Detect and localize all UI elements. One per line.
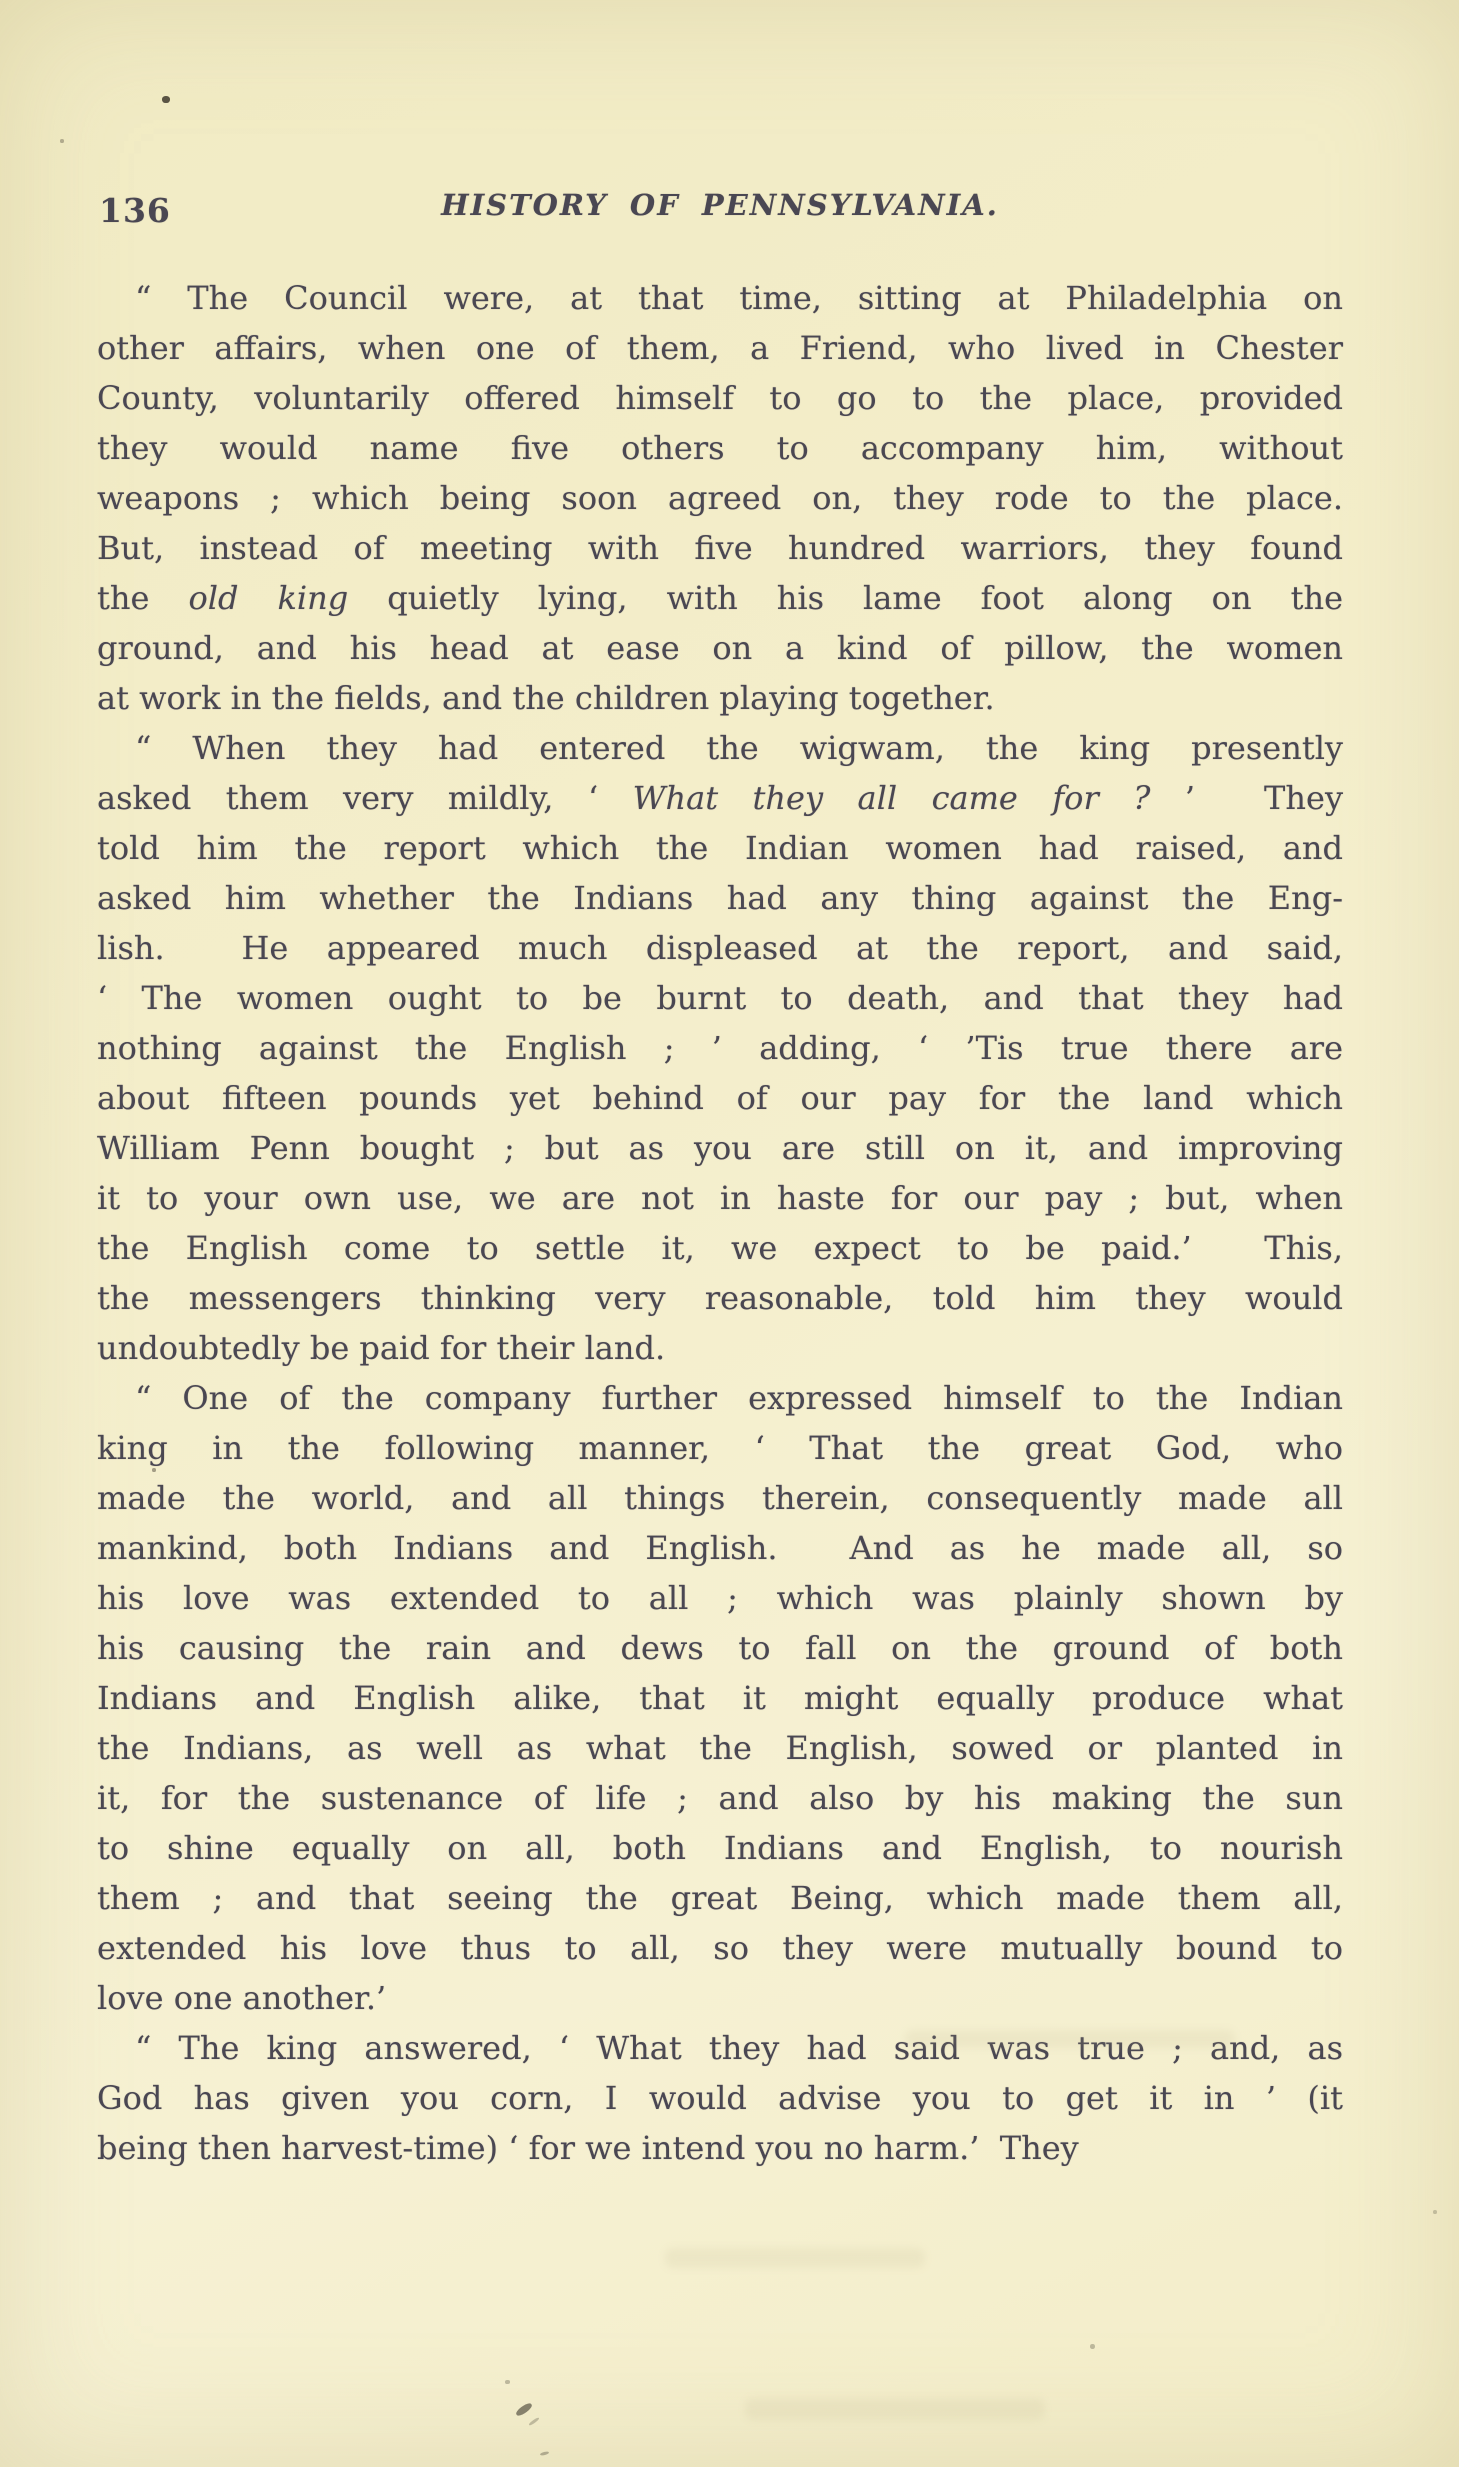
text-segment: undoubtedly be paid for their land. <box>97 1329 666 1367</box>
text-line <box>97 1973 1343 2023</box>
text-segment: lish. He appeared much displeased at the report, and said, <box>97 929 1343 967</box>
text-segment: made the world, and all things therein, consequently made all <box>97 1479 1343 1517</box>
text-segment: the <box>97 579 189 617</box>
text-segment: quietly lying, with his lame foot along on the <box>348 579 1344 617</box>
text-line <box>97 1123 1343 1173</box>
running-header <box>97 188 1343 232</box>
text-segment: But, instead of meeting with five hundred warriors, they found <box>97 529 1343 567</box>
text-segment: Indians and English alike, that it might equally produce what <box>97 1679 1343 1717</box>
text-line <box>97 1373 1343 1423</box>
text-segment: to shine equally on all, both Indians and English, to nourish <box>97 1829 1343 1867</box>
text-segment: asked him whether the Indians had any thing against the Eng- <box>97 879 1343 917</box>
text-line <box>97 1723 1343 1773</box>
text-segment: they would name five others to accompany him, without <box>97 429 1343 467</box>
bleed-through-text <box>745 2398 1045 2420</box>
text-segment: king in the following manner, ‘ That the great God, who <box>97 1429 1343 1467</box>
text-segment: “ One of the company further expressed himself to the Indian <box>135 1379 1343 1417</box>
text-line <box>97 923 1343 973</box>
text-line <box>97 423 1343 473</box>
running-head-title: HISTORY OF PENNSYLVANIA. <box>441 188 999 222</box>
text-line <box>97 1823 1343 1873</box>
text-segment: ground, and his head at ease on a kind of pillow, the women <box>97 629 1343 667</box>
text-segment: the English come to settle it, we expect to be paid.’ This, <box>97 1229 1343 1267</box>
text-segment: County, voluntarily offered himself to go to the place, provided <box>97 379 1343 417</box>
text-line <box>97 2073 1343 2123</box>
text-segment: mankind, both Indians and English. And as he made all, so <box>97 1529 1343 1567</box>
text-segment: the Indians, as well as what the English, sowed or planted in <box>97 1729 1343 1767</box>
text-line <box>97 2123 1343 2173</box>
text-line <box>97 1623 1343 1673</box>
text-segment: weapons ; which being soon agreed on, they rode to the place. <box>97 479 1343 517</box>
text-segment: extended his love thus to all, so they were mutually bound to <box>97 1929 1343 1967</box>
page-number: 136 <box>99 191 171 230</box>
text-line <box>97 1173 1343 1223</box>
text-segment: ’ They <box>1150 779 1344 817</box>
text-segment: “ The king answered, ‘ What they had said was true ; and, as <box>135 2029 1343 2067</box>
bleed-through-text <box>905 2030 1235 2048</box>
ink-speck <box>1090 2344 1095 2349</box>
text-line <box>97 273 1343 323</box>
text-line <box>97 673 1343 723</box>
text-line <box>97 373 1343 423</box>
ink-speck <box>60 139 64 143</box>
text-segment: William Penn bought ; but as you are still on it, and improving <box>97 1129 1343 1167</box>
text-line <box>97 1773 1343 1823</box>
ink-smudge-tail <box>528 2417 540 2426</box>
text-segment: told him the report which the Indian women had raised, and <box>97 829 1343 867</box>
text-line <box>97 823 1343 873</box>
text-line <box>97 1023 1343 1073</box>
text-segment: his causing the rain and dews to fall on the ground of both <box>97 1629 1343 1667</box>
text-segment: them ; and that seeing the great Being, which made them all, <box>97 1879 1343 1917</box>
text-line <box>97 323 1343 373</box>
text-line <box>97 1473 1343 1523</box>
text-segment: at work in the fields, and the children playing together. <box>97 679 995 717</box>
italic-text-segment: What they all came for ? <box>632 779 1151 817</box>
text-line <box>97 1673 1343 1723</box>
text-segment: asked them very mildly, ‘ <box>97 779 633 817</box>
text-line <box>97 1873 1343 1923</box>
text-segment: “ When they had entered the wigwam, the king presently <box>135 729 1343 767</box>
page-body-text <box>97 273 1343 2173</box>
ink-smudge <box>515 2401 534 2417</box>
text-segment: being then harvest-time) ‘ for we intend you no harm.’ They <box>97 2129 1079 2167</box>
text-line <box>97 623 1343 673</box>
text-line <box>97 473 1343 523</box>
text-segment: about fifteen pounds yet behind of our pay for the land which <box>97 1079 1343 1117</box>
text-segment: other affairs, when one of them, a Friend, who lived in Chester <box>97 329 1343 367</box>
text-line <box>97 1573 1343 1623</box>
ink-speck <box>505 2380 510 2384</box>
italic-text-segment: old king <box>188 579 349 617</box>
text-line <box>97 873 1343 923</box>
text-segment: “ The Council were, at that time, sitting at Philadelphia on <box>135 279 1343 317</box>
text-segment: ‘ The women ought to be burnt to death, and that they had <box>97 979 1343 1017</box>
ink-speck <box>152 1468 156 1472</box>
text-line <box>97 1223 1343 1273</box>
text-line <box>97 773 1343 823</box>
text-line <box>97 1273 1343 1323</box>
text-segment: God has given you corn, I would advise you to get it in ’ (it <box>97 2079 1343 2117</box>
text-segment: love one another.’ <box>97 1979 387 2017</box>
text-segment: the messengers thinking very reasonable, told him they would <box>97 1279 1343 1317</box>
text-line <box>97 1923 1343 1973</box>
text-line <box>97 1423 1343 1473</box>
text-segment: it to your own use, we are not in haste for our pay ; but, when <box>97 1179 1343 1217</box>
text-line <box>97 973 1343 1023</box>
text-line <box>97 1523 1343 1573</box>
text-line <box>97 523 1343 573</box>
text-segment: nothing against the English ; ’ adding, ‘ ’Tis true there are <box>97 1029 1343 1067</box>
ink-speck <box>540 2451 549 2456</box>
text-segment: his love was extended to all ; which was plainly shown by <box>97 1579 1343 1617</box>
text-line <box>97 573 1343 623</box>
ink-speck <box>162 96 170 103</box>
text-line <box>97 1323 1343 1373</box>
bleed-through-text <box>665 2248 925 2268</box>
ink-speck <box>1433 2210 1437 2214</box>
text-segment: it, for the sustenance of life ; and also by his making the sun <box>97 1779 1343 1817</box>
text-line <box>97 723 1343 773</box>
text-line <box>97 1073 1343 1123</box>
